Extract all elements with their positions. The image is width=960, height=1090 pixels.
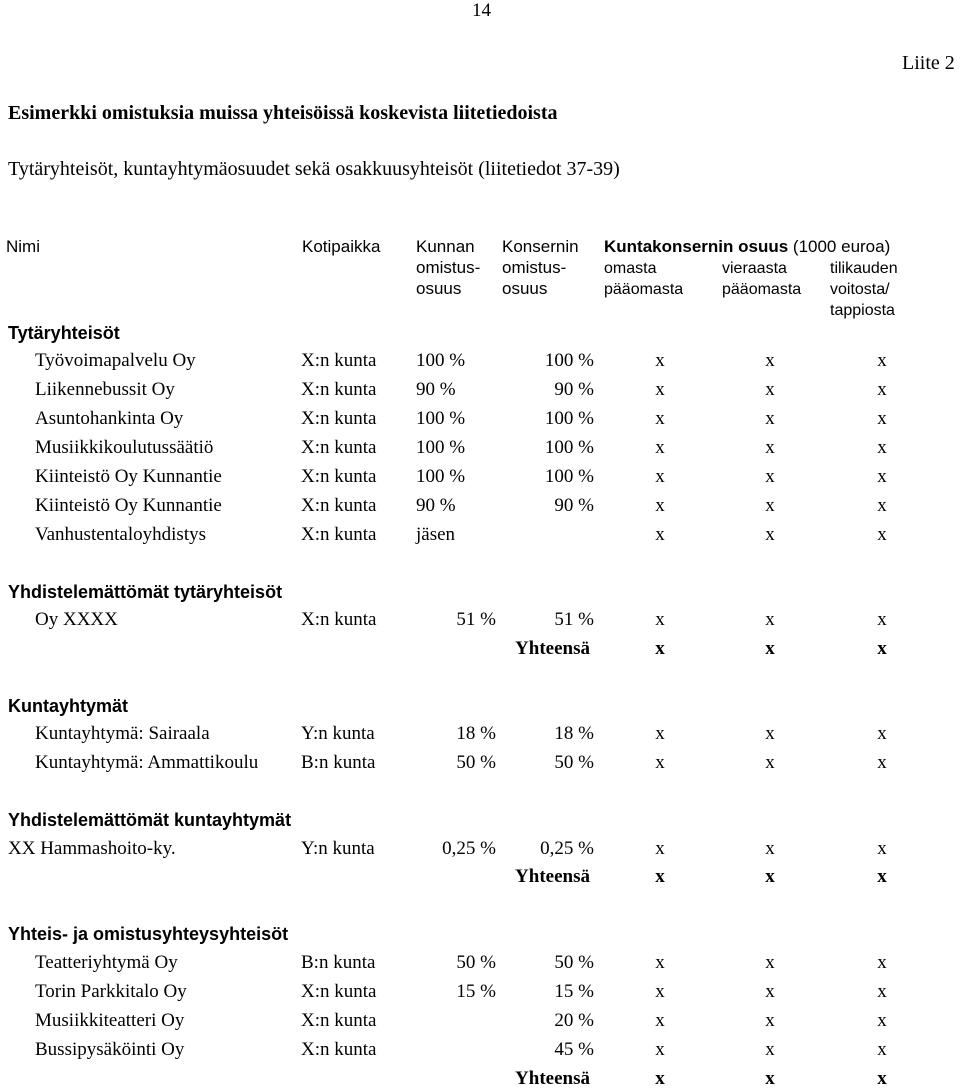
appendix-label: Liite 2 (902, 52, 955, 74)
row-period-result: x (877, 609, 887, 630)
row-liabilities: x (765, 379, 775, 400)
row-group-share: 100 % (544, 437, 594, 458)
row-equity: x (655, 495, 665, 516)
row-equity: x (655, 466, 665, 487)
row-period-result: x (877, 952, 887, 973)
header-municipality-share-line: osuus (416, 279, 462, 298)
row-group-share: 51 % (554, 609, 594, 630)
header-group-portion-bold: Kuntakonsernin osuus (604, 237, 789, 256)
row-group-share: 45 % (554, 1039, 594, 1060)
total-label: Yhteensä (515, 866, 590, 887)
section-title: Yhdistelemättömät kuntayhtymät (8, 810, 292, 830)
header-group-portion-unit: (1000 euroa) (788, 237, 891, 256)
section-title: Kuntayhtymät (8, 696, 129, 716)
total-equity: x (655, 638, 665, 659)
header-group-share-line: omistus- (502, 258, 567, 277)
row-domicile: X:n kunta (301, 466, 377, 487)
row-period-result: x (877, 524, 887, 545)
document-subtitle: Tytäryhteisöt, kuntayhtymäosuudet sekä osakkuusyhteisöt (liitetiedot 37-39) (8, 158, 620, 180)
row-domicile: X:n kunta (301, 408, 377, 429)
row-group-share: 100 % (544, 408, 594, 429)
row-period-result: x (877, 437, 887, 458)
header-group-share (502, 236, 579, 299)
row-period-result: x (877, 1039, 887, 1060)
header-group-share-line: Konsernin (502, 237, 579, 256)
row-liabilities: x (765, 838, 775, 859)
row-liabilities: x (765, 350, 775, 371)
row-name: Kuntayhtymä: Ammattikoulu (35, 752, 259, 773)
row-period-result: x (877, 350, 887, 371)
row-period-result: x (877, 466, 887, 487)
row-group-share: 90 % (554, 495, 594, 516)
row-name: Oy XXXX (35, 609, 118, 630)
row-liabilities: x (765, 408, 775, 429)
row-group-share: 50 % (554, 952, 594, 973)
row-liabilities: x (765, 752, 775, 773)
row-name: Asuntohankinta Oy (35, 408, 184, 429)
header-municipality-share (416, 236, 480, 299)
row-name: Kiinteistö Oy Kunnantie (35, 466, 222, 487)
row-liabilities: x (765, 437, 775, 458)
row-domicile: X:n kunta (301, 609, 377, 630)
page-number: 14 (472, 0, 491, 21)
header-equity-line: omasta (604, 260, 657, 277)
row-equity: x (655, 981, 665, 1002)
row-municipality-share: 0,25 % (442, 838, 496, 859)
row-name: Bussipysäköinti Oy (35, 1039, 185, 1060)
row-group-share: 100 % (544, 350, 594, 371)
row-liabilities: x (765, 609, 775, 630)
section-title: Yhteis- ja omistusyhteysyhteisöt (8, 924, 289, 944)
row-domicile: X:n kunta (301, 524, 377, 545)
row-municipality-share: 90 % (416, 379, 456, 400)
section-title: Tytäryhteisöt (8, 323, 120, 343)
row-liabilities: x (765, 723, 775, 744)
row-domicile: Y:n kunta (301, 838, 375, 859)
row-domicile: X:n kunta (301, 437, 377, 458)
header-liabilities-line: vieraasta (722, 260, 787, 277)
header-period-result-line: tappiosta (830, 302, 895, 319)
header-liabilities (722, 258, 801, 300)
row-group-share: 18 % (554, 723, 594, 744)
header-municipality-share-line: omistus- (416, 258, 481, 277)
row-name: Liikennebussit Oy (35, 379, 175, 400)
row-municipality-share: 50 % (456, 952, 496, 973)
total-liabilities: x (765, 1068, 775, 1089)
total-liabilities: x (765, 866, 775, 887)
row-period-result: x (877, 752, 887, 773)
row-domicile: X:n kunta (301, 379, 377, 400)
row-equity: x (655, 1039, 665, 1060)
row-period-result: x (877, 408, 887, 429)
row-domicile: X:n kunta (301, 1010, 377, 1031)
row-equity: x (655, 723, 665, 744)
row-equity: x (655, 437, 665, 458)
row-name: Vanhustentaloyhdistys (35, 524, 206, 545)
row-equity: x (655, 408, 665, 429)
row-liabilities: x (765, 1010, 775, 1031)
header-municipality-share-line: Kunnan (416, 237, 475, 256)
row-name: XX Hammashoito-ky. (8, 838, 176, 859)
row-equity: x (655, 524, 665, 545)
row-municipality-share: jäsen (416, 524, 456, 545)
row-domicile: X:n kunta (301, 1039, 377, 1060)
row-municipality-share: 90 % (416, 495, 456, 516)
total-period-result: x (877, 1068, 887, 1089)
row-liabilities: x (765, 981, 775, 1002)
row-municipality-share: 100 % (416, 466, 466, 487)
row-group-share: 0,25 % (540, 838, 594, 859)
total-equity: x (655, 1068, 665, 1089)
document-title: Esimerkki omistuksia muissa yhteisöissä koskevista liitetiedoista (8, 102, 558, 124)
total-period-result: x (877, 638, 887, 659)
row-group-share: 90 % (554, 379, 594, 400)
total-equity: x (655, 866, 665, 887)
total-liabilities: x (765, 638, 775, 659)
row-equity: x (655, 379, 665, 400)
header-group-portion (604, 236, 890, 257)
row-municipality-share: 100 % (416, 350, 466, 371)
header-domicile: Kotipaikka (302, 237, 381, 256)
row-group-share: 100 % (544, 466, 594, 487)
header-equity (604, 258, 683, 300)
header-equity-line: pääomasta (604, 281, 684, 298)
header-group-share-line: osuus (502, 279, 548, 298)
row-group-share: 20 % (554, 1010, 594, 1031)
row-period-result: x (877, 981, 887, 1002)
row-equity: x (655, 350, 665, 371)
row-period-result: x (877, 495, 887, 516)
row-equity: x (655, 752, 665, 773)
row-liabilities: x (765, 524, 775, 545)
row-period-result: x (877, 723, 887, 744)
row-name: Teatteriyhtymä Oy (35, 952, 178, 973)
row-group-share: 50 % (554, 752, 594, 773)
total-label: Yhteensä (515, 638, 590, 659)
row-equity: x (655, 952, 665, 973)
row-period-result: x (877, 379, 887, 400)
row-municipality-share: 50 % (456, 752, 496, 773)
row-domicile: X:n kunta (301, 350, 377, 371)
row-group-share: 15 % (554, 981, 594, 1002)
header-name: Nimi (6, 237, 40, 256)
row-domicile: X:n kunta (301, 981, 377, 1002)
row-municipality-share: 18 % (456, 723, 496, 744)
row-name: Musiikkikoulutussäätiö (35, 437, 214, 458)
total-label: Yhteensä (515, 1068, 590, 1089)
row-period-result: x (877, 1010, 887, 1031)
row-domicile: Y:n kunta (301, 723, 375, 744)
row-liabilities: x (765, 952, 775, 973)
row-name: Torin Parkkitalo Oy (35, 981, 187, 1002)
total-period-result: x (877, 866, 887, 887)
row-municipality-share: 100 % (416, 437, 466, 458)
header-period-result-line: voitosta/ (830, 281, 890, 298)
row-domicile: B:n kunta (301, 952, 376, 973)
row-name: Kiinteistö Oy Kunnantie (35, 495, 222, 516)
header-liabilities-line: pääomasta (722, 281, 802, 298)
row-municipality-share: 15 % (456, 981, 496, 1002)
row-liabilities: x (765, 466, 775, 487)
header-period-result (830, 258, 898, 321)
row-period-result: x (877, 838, 887, 859)
row-equity: x (655, 838, 665, 859)
row-liabilities: x (765, 1039, 775, 1060)
row-name: Musiikkiteatteri Oy (35, 1010, 185, 1031)
row-domicile: X:n kunta (301, 495, 377, 516)
row-domicile: B:n kunta (301, 752, 376, 773)
row-name: Kuntayhtymä: Sairaala (35, 723, 210, 744)
row-municipality-share: 100 % (416, 408, 466, 429)
section-title: Yhdistelemättömät tytäryhteisöt (8, 582, 283, 602)
row-name: Työvoimapalvelu Oy (35, 350, 196, 371)
row-equity: x (655, 609, 665, 630)
row-municipality-share: 51 % (456, 609, 496, 630)
row-equity: x (655, 1010, 665, 1031)
row-liabilities: x (765, 495, 775, 516)
header-period-result-line: tilikauden (830, 260, 898, 277)
